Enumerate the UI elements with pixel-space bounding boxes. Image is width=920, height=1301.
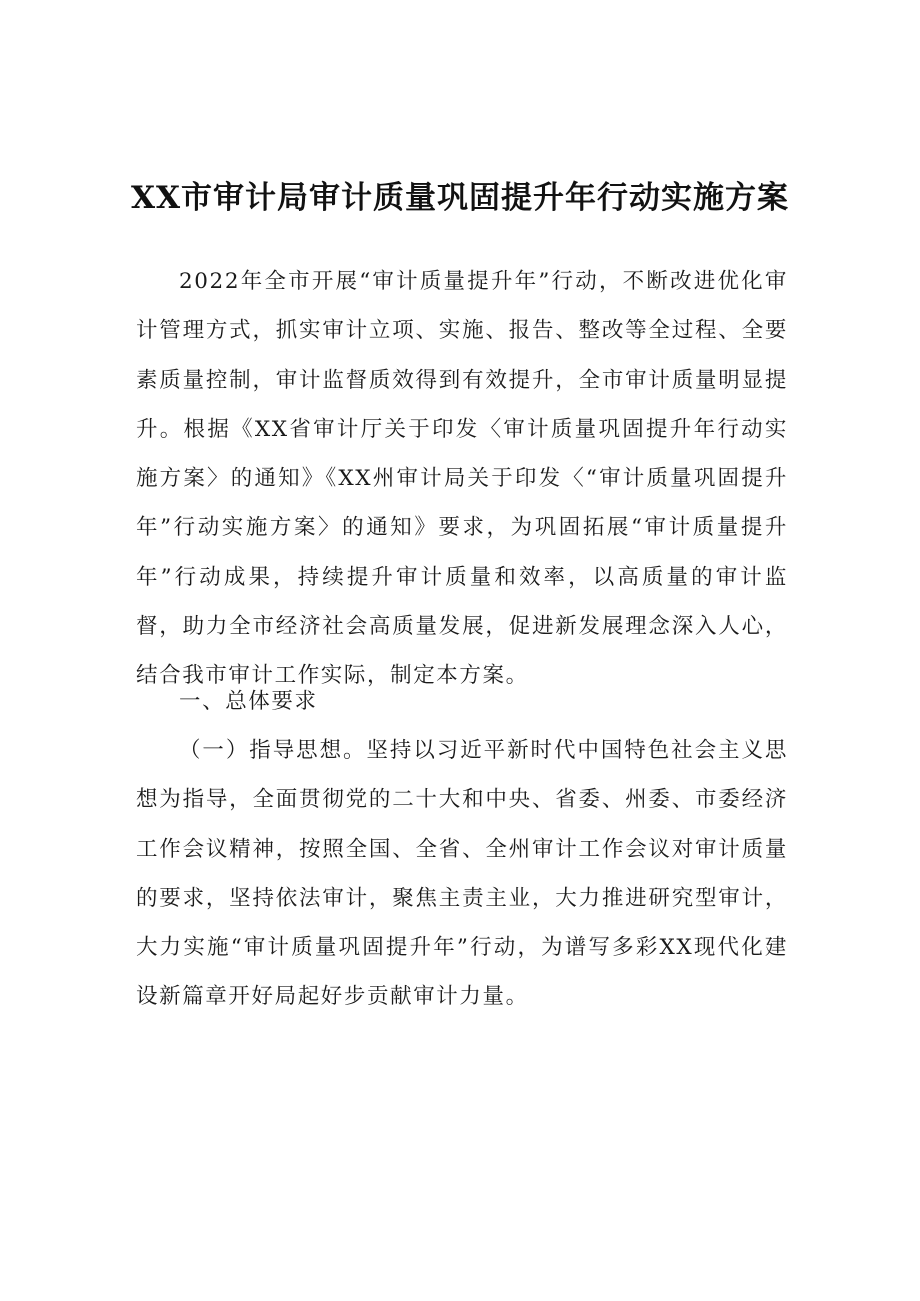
section-heading: 一、总体要求: [179, 689, 318, 714]
guiding-thought-paragraph: （一）指导思想。坚持以习近平新时代中国特色社会主义思想为指导，全面贯彻党的二十大和中央、省委、州委、市委经济工作会议精神，按照全国、全省、全州审计工作会议对审计质量的要求，坚持依法审计，聚焦主责主业，大力推进研究型审计，大力实施“审计质量巩固提升年”行动，为谱写多彩XX现代化建设新篇章开好局起好步贡献审计力量。: [136, 738, 788, 1010]
intro-paragraph: 2022年全市开展“审计质量提升年”行动，不断改进优化审计管理方式，抓实审计立项、实施、报告、整改等全过程、全要素质量控制，审计监督质效得到有效提升，全市审计质量明显提升。根据《XX省审计厅关于印发〈审计质量巩固提升年行动实施方案〉的通知》《XX州审计局关于印发〈“审计质量巩固提升年”行动实施方案〉的通知》要求，为巩固拓展“审计质量提升年”行动成果，持续提升审计质量和效率，以高质量的审计监督，助力全市经济社会高质量发展，促进新发展理念深入人心，结合我市审计工作实际，制定本方案。: [136, 269, 788, 689]
document-title: XX市审计局审计质量巩固提升年行动实施方案: [130, 180, 790, 216]
